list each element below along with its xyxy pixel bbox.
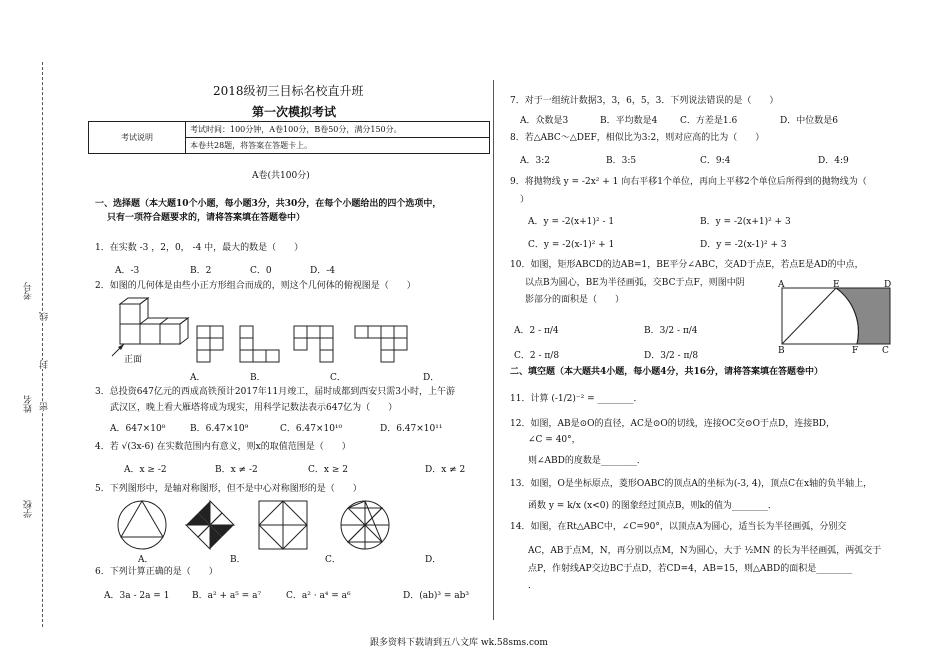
footer-text: 跟多资料下载请到五八文库 wk.58sms.com bbox=[370, 638, 548, 648]
q6-option-d[interactable]: D．(ab)³ = ab³ bbox=[403, 591, 469, 601]
q2-solid-figure bbox=[102, 296, 182, 356]
q5-figure-b-pinwheel bbox=[184, 499, 236, 551]
q2-option-d-view bbox=[355, 326, 407, 362]
q13-line1: 13．如图，O是坐标原点，菱形OABC的顶点A的坐标为(-3, 4)，顶点C在x轴的负半轴上， bbox=[510, 479, 873, 489]
q11-stem: 11．计算 (-1/2)⁻² = ________． bbox=[510, 394, 643, 404]
q2-option-d[interactable]: D． bbox=[423, 373, 440, 383]
q5-option-a[interactable]: A． bbox=[138, 555, 154, 565]
q5-option-b[interactable]: B． bbox=[230, 555, 246, 565]
q7-option-a[interactable]: A．众数是3 bbox=[520, 116, 569, 126]
q5-stem: 5．下列图形中，是轴对称图形，但不是中心对称图形的是（ ） bbox=[95, 484, 362, 494]
column-divider bbox=[493, 80, 494, 620]
q4-option-a[interactable]: A．x ≥ -2 bbox=[124, 465, 167, 475]
q5-option-c[interactable]: C． bbox=[325, 555, 341, 565]
q10-option-a[interactable]: A．2 - π/4 bbox=[514, 326, 559, 336]
q5-figure-c-square-diamond bbox=[258, 500, 308, 550]
q2-front-label: 正面 bbox=[124, 355, 143, 365]
q2-option-b-view bbox=[240, 326, 280, 362]
q7-option-c[interactable]: C．方差是1.6 bbox=[680, 116, 738, 126]
q14-line2: AC，AB于点M，N，再分别以点M，N为圆心，大于 ½MN 的长为半径画弧，两弧交于 bbox=[528, 546, 882, 556]
q3-line1: 3．总投资647亿元的西成高铁预计2017年11月竣工，届时成都到西安只需3小时，上午游 bbox=[95, 387, 455, 397]
q2-option-c-view bbox=[294, 326, 346, 362]
q1-option-a[interactable]: A．-3 bbox=[115, 266, 140, 276]
q8-option-b[interactable]: B．3:5 bbox=[606, 156, 637, 166]
label-feng: 封 bbox=[40, 360, 50, 369]
q12-line1: 12．如图，AB是⊙O的直径，AC是⊙O的切线，连接OC交⊙O于点D，连接BD， bbox=[510, 419, 836, 429]
q5-figure-d-circle-star bbox=[340, 500, 390, 550]
q9-line2: ） bbox=[520, 195, 530, 205]
q1-option-c[interactable]: C．0 bbox=[250, 266, 272, 276]
q10-label-d: D bbox=[884, 280, 892, 290]
info-label: 考试说明 bbox=[89, 122, 186, 154]
q8-stem: 8．若△ABC～△DEF，相似比为3:2，则对应高的比为（ ） bbox=[510, 133, 765, 143]
part1-heading-1: 一、选择题（本大题10个小题，每小题3分，共30分，在每个小题给出的四个选项中， bbox=[95, 199, 442, 209]
q2-stem: 2．如图的几何体是由些小正方形组合而成的，则这个几何体的俯视图是（ ） bbox=[95, 281, 416, 291]
q10-label-a: A bbox=[778, 280, 785, 290]
q12-line2: ∠C = 40°， bbox=[528, 435, 581, 445]
label-xuexiao: 学校 bbox=[24, 500, 34, 518]
q4-stem: 4．若 √(3x-6) 在实数范围内有意义，则x的取值范围是（ ） bbox=[95, 442, 351, 452]
q8-option-c[interactable]: C．9:4 bbox=[700, 156, 731, 166]
q3-option-c[interactable]: C．6.47×10¹⁰ bbox=[280, 424, 343, 434]
q6-option-b[interactable]: B．a² + a⁵ = a⁷ bbox=[192, 591, 262, 601]
q13-line2: 函数 y = k/x (x<0) 的图象经过顶点B，则k的值为________． bbox=[528, 501, 777, 511]
q2-option-a[interactable]: A． bbox=[190, 373, 206, 383]
part1-heading-2: 只有一项符合题要求的，请将答案填在答题卷中） bbox=[107, 213, 306, 223]
q5-figure-a-triangle-in-circle bbox=[117, 500, 167, 550]
q10-label-e: E bbox=[833, 280, 840, 290]
q10-label-b: B bbox=[778, 346, 785, 356]
q2-option-a-view bbox=[197, 326, 237, 362]
q6-stem: 6．下列计算正确的是（ ） bbox=[95, 567, 218, 577]
section-a-heading: A卷(共100分) bbox=[252, 171, 310, 181]
q10-line2: 以点B为圆心，BE为半径画弧，交BC于点F，则图中阴 bbox=[525, 278, 745, 288]
binding-dash-line bbox=[42, 62, 43, 627]
q3-line2: 武汉区，晚上看大雁塔将成为现实，用科学记数法表示647亿为（ ） bbox=[110, 403, 398, 413]
q9-option-d[interactable]: D．y = -2(x-1)² + 3 bbox=[700, 240, 787, 250]
q3-option-b[interactable]: B．6.47×10⁹ bbox=[190, 424, 249, 434]
label-mi: 密 bbox=[40, 402, 50, 411]
exam-title: 2018级初三目标名校直升班 bbox=[213, 84, 364, 98]
q9-option-b[interactable]: B．y = -2(x+1)² + 3 bbox=[700, 217, 791, 227]
q9-option-a[interactable]: A．y = -2(x+1)² - 1 bbox=[528, 217, 615, 227]
q10-label-f: F bbox=[852, 346, 859, 356]
q4-option-d[interactable]: D．x ≠ 2 bbox=[425, 465, 466, 475]
q9-option-c[interactable]: C．y = -2(x-1)² + 1 bbox=[528, 240, 615, 250]
q10-label-c: C bbox=[882, 346, 889, 356]
info-line2: 本卷共28题，将答案在答题卡上。 bbox=[186, 138, 490, 154]
info-line1: 考试时间：100分钟，A卷100分，B卷50分，满分150分。 bbox=[186, 122, 490, 138]
q1-stem: 1．在实数 -3 ，2，0， -4 中，最大的数是（ ） bbox=[95, 243, 304, 253]
q7-option-d[interactable]: D．中位数是6 bbox=[780, 116, 838, 126]
q5-option-d[interactable]: D． bbox=[425, 555, 442, 565]
q2-option-b[interactable]: B． bbox=[250, 373, 266, 383]
q3-option-a[interactable]: A．647×10⁸ bbox=[110, 424, 166, 434]
q3-option-d[interactable]: D．6.47×10¹¹ bbox=[380, 424, 443, 434]
label-xian: 线 bbox=[40, 312, 50, 321]
q8-option-a[interactable]: A．3:2 bbox=[520, 156, 550, 166]
exam-info-table bbox=[88, 121, 490, 154]
q10-line1: 10．如图，矩形ABCD的边AB=1，BE平分∠ABC，交AD于点E，若点E是AD的中点， bbox=[510, 260, 864, 270]
q10-rectangle-figure bbox=[782, 288, 892, 346]
q14-line1: 14．如图，在Rt△ABC中，∠C=90°，以顶点A为圆心，适当长为半径画弧，分别交 bbox=[510, 522, 847, 532]
q9-line1: 9．将抛物线 y = -2x² + 1 向右平移1个单位，再向上平移2个单位后所得到的抛物线为（ bbox=[510, 177, 867, 187]
q7-option-b[interactable]: B．平均数是4 bbox=[600, 116, 658, 126]
q10-option-c[interactable]: C．2 - π/8 bbox=[514, 351, 560, 361]
exam-subtitle: 第一次模拟考试 bbox=[252, 105, 337, 119]
q4-option-b[interactable]: B．x ≠ -2 bbox=[215, 465, 258, 475]
q1-option-d[interactable]: D．-4 bbox=[310, 266, 335, 276]
q6-option-c[interactable]: C．a² · a⁴ = a⁶ bbox=[286, 591, 351, 601]
q1-option-b[interactable]: B．2 bbox=[190, 266, 212, 276]
q14-line3: 点P，作射线AP交边BC于点D，若CD=4，AB=15，则△ABD的面积是________ bbox=[528, 564, 853, 574]
q10-option-d[interactable]: D．3/2 - π/8 bbox=[644, 351, 699, 361]
q4-option-c[interactable]: C．x ≥ 2 bbox=[308, 465, 348, 475]
q7-stem: 7．对于一组统计数据3，3，6，5，3．下列说法错误的是（ ） bbox=[510, 96, 779, 106]
q8-option-d[interactable]: D．4:9 bbox=[818, 156, 849, 166]
q2-option-c[interactable]: C． bbox=[330, 373, 346, 383]
q12-line3: 则∠ABD的度数是________． bbox=[528, 456, 646, 466]
q10-option-b[interactable]: B．3/2 - π/4 bbox=[644, 326, 698, 336]
q14-line4: ． bbox=[528, 581, 538, 591]
label-kaohao: 考号 bbox=[24, 282, 34, 300]
q6-option-a[interactable]: A．3a - 2a = 1 bbox=[104, 591, 170, 601]
part2-heading: 二、填空题（本大题共4小题，每小题4分，共16分，请将答案填在答题卷中） bbox=[510, 367, 824, 377]
label-xingming: 姓名 bbox=[24, 395, 34, 413]
q10-line3: 影部分的面积是（ ） bbox=[525, 295, 625, 305]
